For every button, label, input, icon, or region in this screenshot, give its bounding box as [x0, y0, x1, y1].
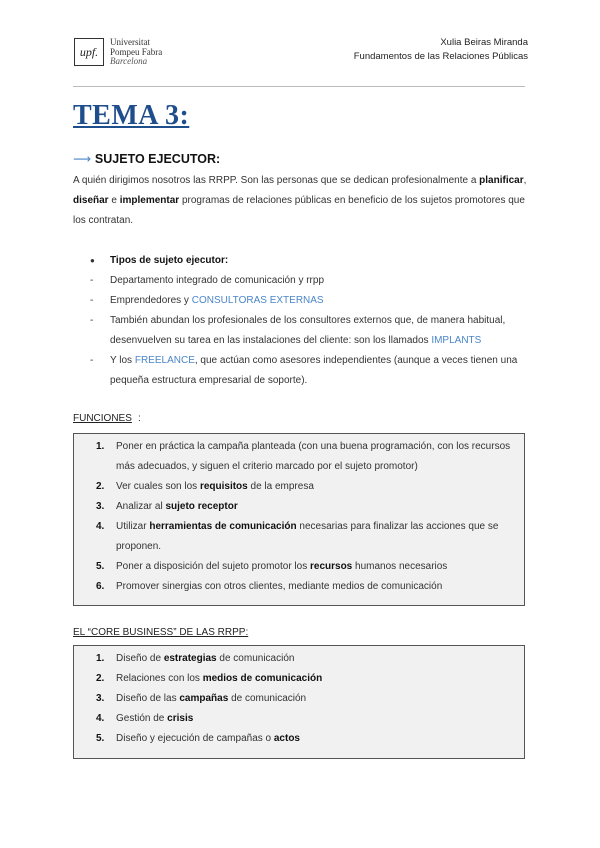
- text-run: Emprendedores y: [110, 295, 192, 306]
- list-item: [74, 577, 524, 597]
- list-item: [74, 649, 524, 669]
- list-item: [74, 557, 524, 577]
- item-number: 3.: [96, 501, 105, 512]
- list-item: [74, 669, 524, 689]
- item-number: 6.: [96, 581, 105, 592]
- bold-text: implementar: [119, 195, 180, 206]
- bold-text: medios de comunicación: [202, 673, 323, 684]
- list-item: [90, 311, 530, 351]
- text-run: Ver cuales son los: [116, 481, 200, 492]
- bold-text: Tipos de sujeto ejecutor:: [110, 255, 229, 266]
- list-item: [90, 291, 530, 311]
- funciones-box: [73, 433, 525, 606]
- course-name: Fundamentos de las Relaciones Públicas: [353, 51, 528, 62]
- header-divider: [73, 86, 525, 87]
- list-item: [74, 689, 524, 709]
- core-business-box: [73, 645, 525, 759]
- dash-marker: -: [90, 295, 94, 306]
- logo-line-2: Pompeu Fabra: [110, 46, 163, 57]
- list-item: [90, 351, 530, 391]
- bold-text: diseñar: [73, 195, 109, 206]
- dash-marker: -: [90, 315, 94, 326]
- core-business-list: [74, 649, 524, 749]
- item-number: 3.: [96, 693, 105, 704]
- item-number: 2.: [96, 481, 105, 492]
- bold-text: recursos: [310, 561, 353, 572]
- list-item: [74, 437, 524, 477]
- bold-text: planificar: [479, 175, 524, 186]
- text-run: Promover sinergias con otros clientes, mediante medios de comunicación: [116, 581, 443, 592]
- upf-logo: [74, 38, 162, 67]
- item-number: 1.: [96, 653, 105, 664]
- list-item: [74, 729, 524, 749]
- item-number: 4.: [96, 521, 105, 532]
- list-item: [74, 477, 524, 497]
- logo-line-1: Universitat: [110, 37, 150, 47]
- header-info: [354, 36, 528, 64]
- text-run: ,: [523, 175, 527, 186]
- item-number: 5.: [96, 561, 105, 572]
- text-run: Poner a disposición del sujeto promotor los: [116, 561, 310, 572]
- text-run: Diseño de las: [116, 693, 180, 704]
- bold-text: crisis: [167, 713, 194, 724]
- bullet-icon: ●: [90, 256, 95, 265]
- highlight-text: IMPLANTS: [431, 335, 482, 346]
- text-run: Utilizar: [116, 521, 150, 532]
- text-run: , que actúan como asesores independientes (aunque a veces tienen una pequeña estructura empresarial de soporte).: [110, 355, 518, 386]
- item-number: 5.: [96, 733, 105, 744]
- bold-text: campañas: [179, 693, 229, 704]
- intro-paragraph: [73, 171, 533, 231]
- arrow-icon: ⟶: [73, 152, 91, 166]
- item-number: 2.: [96, 673, 105, 684]
- text-run: de la empresa: [247, 481, 314, 492]
- text-run: de comunicación: [228, 693, 307, 704]
- bold-text: herramientas de comunicación: [149, 521, 297, 532]
- bold-text: actos: [273, 733, 300, 744]
- text-run: También abundan los profesionales de los consultores externos que, de manera habitual, desenvuelven su tarea en las instalaciones del cliente: son los llamados: [110, 315, 506, 346]
- logo-text: [110, 38, 162, 67]
- core-business-label: EL “CORE BUSINESS” DE LAS RRPP:: [73, 627, 249, 638]
- text-run: necesarias para finalizar las acciones que se proponen.: [116, 521, 499, 552]
- text-run: Relaciones con los: [116, 673, 203, 684]
- executor-types-list: [90, 251, 530, 391]
- text-run: Poner en práctica la campaña planteada (con una buena programación, con los recursos más adecuados, y siguen el criterio marcado por el sujeto promotor): [116, 441, 511, 472]
- item-number: 1.: [96, 441, 105, 452]
- section-heading-text: SUJETO EJECUTOR:: [94, 152, 221, 166]
- text-run: Y los: [110, 355, 135, 366]
- author-name: Xulia Beiras Miranda: [440, 37, 528, 48]
- text-run: A quién dirigimos nosotros las RRPP. Son las personas que se dedican profesionalmente a: [73, 175, 480, 186]
- logo-line-3: Barcelona: [110, 56, 148, 66]
- page-title: TEMA 3:: [73, 100, 190, 131]
- text-run: Departamento integrado de comunicación y rrpp: [110, 275, 325, 286]
- bold-text: sujeto receptor: [165, 501, 238, 512]
- text-run: programas de relaciones públicas en beneficio de los sujetos promotores que los contratan.: [73, 195, 525, 226]
- funciones-list: [74, 437, 524, 597]
- bold-text: requisitos: [199, 481, 248, 492]
- text-run: humanos necesarios: [352, 561, 448, 572]
- text-run: Diseño de: [116, 653, 164, 664]
- list-item: [74, 517, 524, 557]
- highlight-text: CONSULTORAS EXTERNAS: [191, 295, 324, 306]
- funciones-label-text: FUNCIONES: [73, 413, 132, 424]
- text-run: Diseño y ejecución de campañas o: [116, 733, 274, 744]
- funciones-label-colon: :: [138, 413, 141, 424]
- text-run: de comunicación: [216, 653, 295, 664]
- funciones-label: [73, 413, 132, 424]
- dash-marker: -: [90, 275, 94, 286]
- list-item: [90, 251, 530, 271]
- list-item: [74, 709, 524, 729]
- logo-mark: upf.: [74, 38, 104, 66]
- dash-marker: -: [90, 355, 94, 366]
- item-number: 4.: [96, 713, 105, 724]
- text-run: e: [108, 195, 120, 206]
- highlight-text: FREELANCE: [134, 355, 195, 366]
- section-heading: [73, 151, 220, 166]
- text-run: Gestión de: [116, 713, 168, 724]
- list-item: [74, 497, 524, 517]
- list-item: [90, 271, 530, 291]
- bold-text: estrategias: [163, 653, 217, 664]
- text-run: Analizar al: [116, 501, 166, 512]
